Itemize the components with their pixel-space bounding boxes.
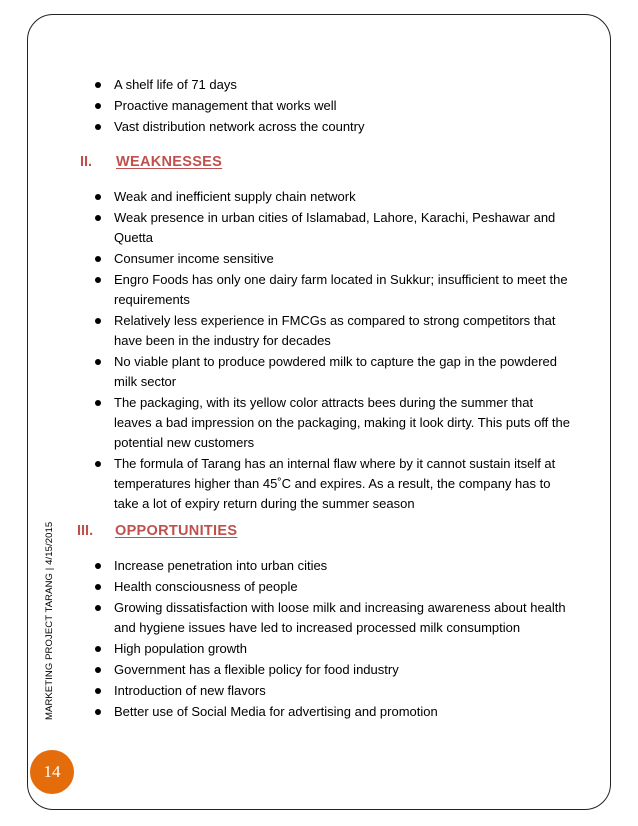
section-number: II. — [80, 154, 93, 170]
page-number: 14 — [43, 762, 61, 781]
bullet-icon — [95, 667, 101, 673]
bullet-icon — [95, 256, 101, 262]
opportunities-list — [95, 556, 570, 722]
list-item: The packaging, with its yellow color attracts bees during the summer that leaves a bad impression on the packaging, making it look dirty. This puts off the potential new customers — [95, 393, 570, 453]
list-item: Growing dissatisfaction with loose milk and increasing awareness about health and hygiene issues have led to increased processed milk consumption — [95, 598, 570, 638]
page-number-badge — [30, 750, 74, 794]
bullet-icon — [95, 194, 101, 200]
bullet-icon — [95, 82, 101, 88]
bullet-icon — [95, 605, 101, 611]
opportunities-heading — [77, 523, 570, 539]
document-body — [77, 75, 570, 723]
list-item: No viable plant to produce powdered milk to capture the gap in the powdered milk sector — [95, 352, 570, 392]
list-item: Introduction of new flavors — [95, 681, 570, 701]
list-item: Proactive management that works well — [95, 96, 570, 116]
bullet-icon — [95, 103, 101, 109]
list-item: Weak and inefficient supply chain network — [95, 187, 570, 207]
list-item: The formula of Tarang has an internal flaw where by it cannot sustain itself at temperatures higher than 45˚C and expires. As a result, the company has to take a lot of expiry return during the summer season — [95, 454, 570, 514]
list-item: Engro Foods has only one dairy farm located in Sukkur; insufficient to meet the requirements — [95, 270, 570, 310]
section-title: OPPORTUNITIES — [115, 523, 238, 539]
list-item: A shelf life of 71 days — [95, 75, 570, 95]
list-item: Consumer income sensitive — [95, 249, 570, 269]
list-item: Health consciousness of people — [95, 577, 570, 597]
weaknesses-heading — [80, 154, 570, 170]
bullet-icon — [95, 563, 101, 569]
list-item: Weak presence in urban cities of Islamabad, Lahore, Karachi, Peshawar and Quetta — [95, 208, 570, 248]
list-item: Government has a flexible policy for food industry — [95, 660, 570, 680]
list-item: Better use of Social Media for advertising and promotion — [95, 702, 570, 722]
bullet-icon — [95, 359, 101, 365]
bullet-icon — [95, 709, 101, 715]
list-item: Relatively less experience in FMCGs as compared to strong competitors that have been in the industry for decades — [95, 311, 570, 351]
bullet-icon — [95, 277, 101, 283]
bullet-icon — [95, 318, 101, 324]
bullet-icon — [95, 584, 101, 590]
sidebar-footer-text: MARKETING PROJECT TARANG | 4/15/2015 — [44, 521, 55, 720]
section-number: III. — [77, 523, 94, 539]
strengths-list — [95, 75, 570, 137]
bullet-icon — [95, 688, 101, 694]
list-item: Vast distribution network across the country — [95, 117, 570, 137]
bullet-icon — [95, 215, 101, 221]
bullet-icon — [95, 461, 101, 467]
bullet-icon — [95, 646, 101, 652]
section-title: WEAKNESSES — [116, 154, 223, 170]
list-item: High population growth — [95, 639, 570, 659]
list-item: Increase penetration into urban cities — [95, 556, 570, 576]
bullet-icon — [95, 124, 101, 130]
weaknesses-list — [95, 187, 570, 514]
bullet-icon — [95, 400, 101, 406]
